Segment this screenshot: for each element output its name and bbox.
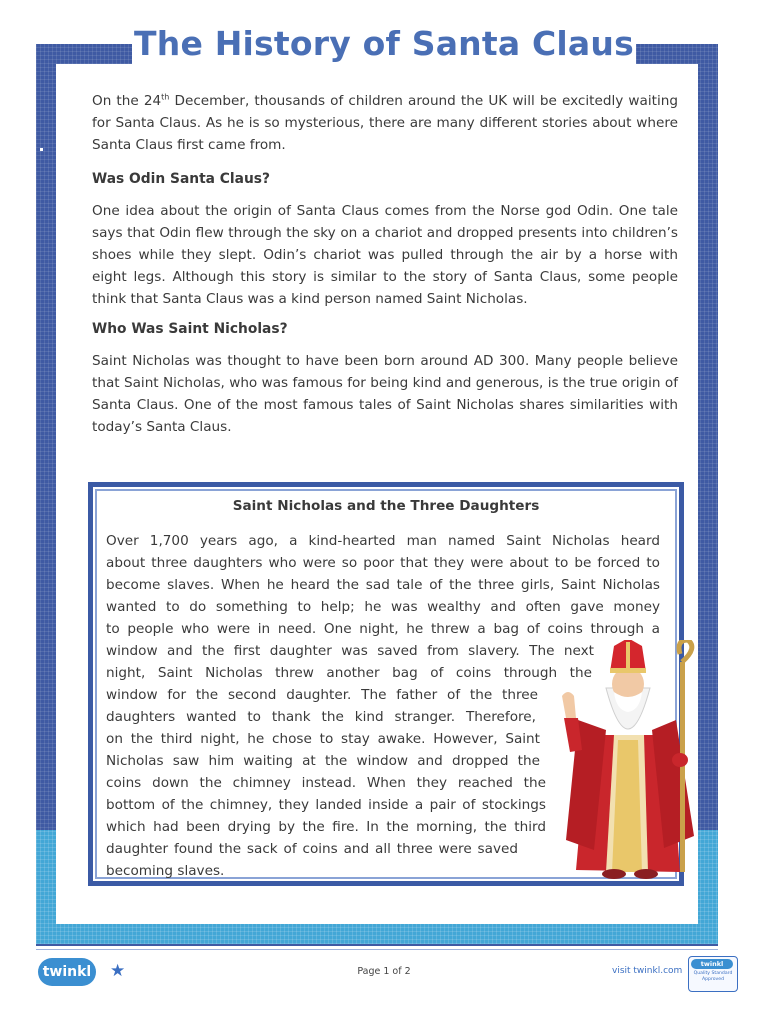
page-number: Page 1 of 2	[357, 966, 411, 977]
story-line: about three daughters who were so poor that they were about to be forced to	[106, 555, 660, 571]
story-line: to people who were in need. One night, he threw a bag of coins through a	[106, 621, 660, 637]
story-line: on the third night, he chose to stay awake. However, Saint	[106, 731, 540, 747]
heading-odin: Was Odin Santa Claus?	[92, 171, 270, 187]
story-line: bottom of the chimney, they landed inside a pair of stockings	[106, 797, 546, 813]
intro-suffix: December, thousands of children around the UK will be excitedly waiting for Santa Claus. As he is so mysterious, there are many different stories about where Santa Claus first came from.	[92, 93, 678, 153]
story-title: Saint Nicholas and the Three Daughters	[232, 498, 540, 514]
story-line: coins down the chimney instead. When they reached the	[106, 775, 546, 791]
heading-saint-nicholas: Who Was Saint Nicholas?	[92, 321, 288, 337]
story-line: night, Saint Nicholas threw another bag of coins through the	[106, 665, 592, 681]
story-line: daughter found the sack of coins and all three were saved	[106, 841, 518, 857]
story-line: becoming slaves.	[106, 863, 225, 879]
story-line: window and the first daughter was saved from slavery. The next	[106, 643, 594, 659]
story-line: Over 1,700 years ago, a kind-hearted man named Saint Nicholas heard	[106, 533, 660, 549]
page-title: The History of Santa Claus	[134, 24, 634, 63]
odin-paragraph: One idea about the origin of Santa Claus comes from the Norse god Odin. One tale says that Odin flew through the sky on a chariot and dropped presents into children’s shoes while they slept. Odin’s chariot was pulled through the air by a horse with eight legs. Although this story is similar to the story of Santa Claus, some people think that Santa Claus was a kind person named Saint Nicholas.	[92, 203, 678, 307]
intro-superscript: th	[161, 92, 170, 102]
saint-nicholas-illustration	[548, 640, 708, 880]
badge-text: Quality Standard Approved	[693, 971, 733, 982]
intro-paragraph	[92, 90, 678, 156]
visit-link[interactable]: visit twinkl.com	[612, 966, 683, 976]
twinkl-logo[interactable]: twinkl	[38, 958, 96, 986]
border-speck	[40, 148, 43, 151]
intro-prefix: On the 24	[92, 93, 162, 109]
quality-badge	[688, 956, 738, 992]
saint-nicholas-paragraph: Saint Nicholas was thought to have been born around AD 300. Many people believe that Saint Nicholas, who was famous for being kind and generous, is the true origin of Santa Claus. One of the most famous tales of Saint Nicholas shares similarities with today’s Santa Claus.	[92, 353, 678, 435]
story-line: which had been drying by the fire. In the morning, the third	[106, 819, 546, 835]
star-icon[interactable]: ★	[110, 961, 126, 981]
footer-divider	[36, 944, 718, 946]
story-line: daughters wanted to thank the kind stranger. Therefore,	[106, 709, 536, 725]
badge-title: twinkl	[691, 959, 733, 969]
footer-divider-light	[36, 949, 718, 950]
story-line: become slaves. When he heard the sad tale of the three girls, Saint Nicholas	[106, 577, 660, 593]
story-line: Nicholas saw him waiting at the window and dropped the	[106, 753, 540, 769]
story-line: wanted to do something to help; he was wealthy and often gave money	[106, 599, 660, 615]
story-line: window for the second daughter. The father of the three	[106, 687, 538, 703]
